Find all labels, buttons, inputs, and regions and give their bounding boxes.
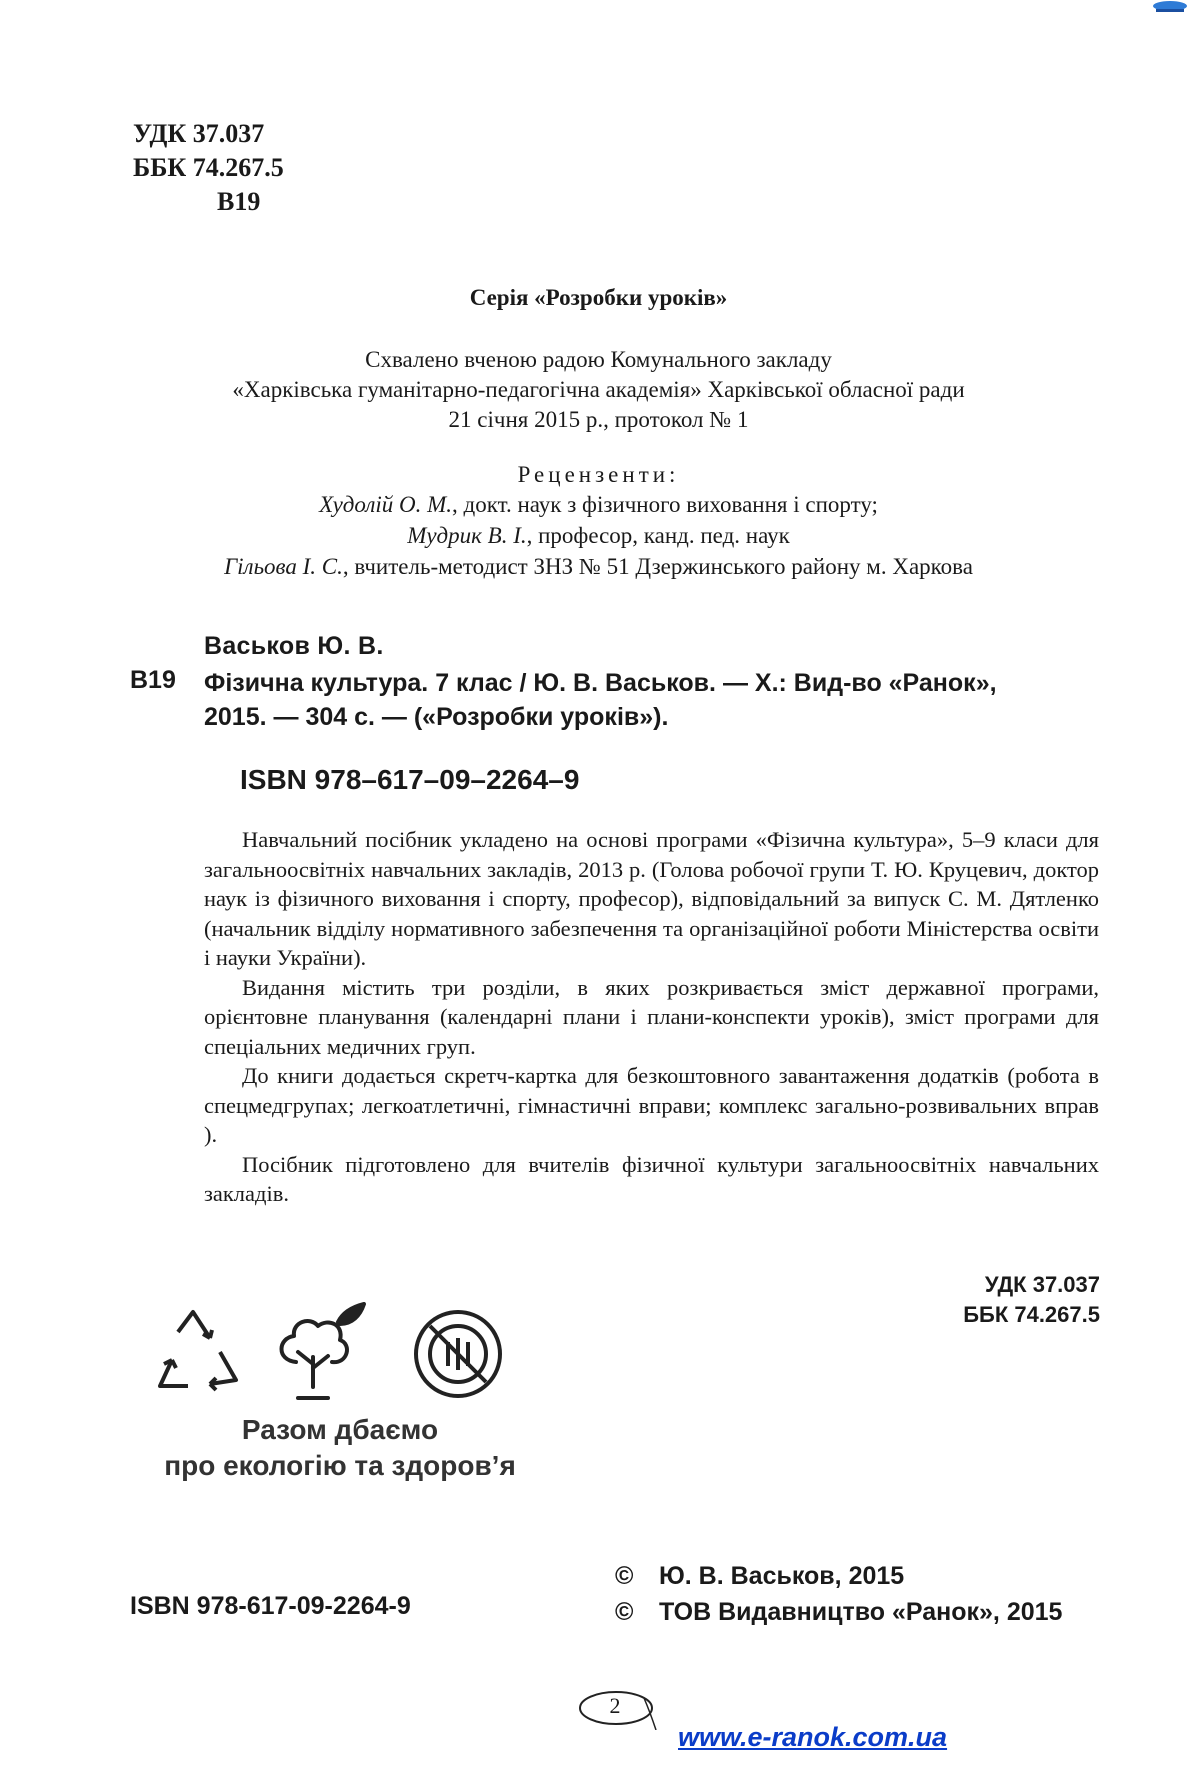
- udk-code: УДК 37.037: [133, 119, 265, 148]
- no-burn-icon: [416, 1312, 500, 1396]
- copyright-line: [615, 1594, 1062, 1630]
- bbk-code: ББК 74.267.5: [133, 153, 284, 182]
- reviewer-name: Худолій О. М.: [319, 492, 453, 517]
- recycle-icon: [160, 1312, 236, 1390]
- classification-right: [880, 1270, 1100, 1330]
- bibliography-isbn: ISBN 978–617–09–2264–9: [240, 764, 580, 795]
- bibliography-line: 2015. — 304 с. — («Розробки уроків»).: [204, 703, 669, 731]
- bbk-code: ББК 74.267.5: [963, 1302, 1100, 1327]
- reviewer-item: [0, 520, 1197, 551]
- approval-block: [0, 345, 1197, 435]
- abstract-paragraph: Видання містить три розділи, в яких розкривається зміст державної програми, орієнтовне планування (календарні плани і плани-конспекти уроків), зміст програми для спеціальних медичних груп.: [204, 974, 1099, 1059]
- bibliography-line: Фізична культура. 7 клас / Ю. В. Васьков. — Х.: Вид-во «Ранок»,: [204, 669, 997, 697]
- reviewer-item: [0, 489, 1197, 520]
- eco-icons: [148, 1302, 528, 1412]
- reviewer-name: Мудрик В. І.: [407, 523, 527, 548]
- series-title: Серія «Розробки уроків»: [469, 285, 728, 310]
- approval-line: 21 січня 2015 р., протокол № 1: [448, 407, 749, 432]
- reviewers-heading: Рецензенти:: [517, 462, 680, 487]
- classification-block: [133, 117, 284, 219]
- eco-slogan: [120, 1412, 560, 1484]
- copyright-line: [615, 1558, 1062, 1594]
- reviewer-name: Гільова І. С.: [224, 554, 343, 579]
- approval-line: Схвалено вченою радою Комунального закладу: [365, 347, 832, 372]
- publisher-logo-icon: [1150, 0, 1190, 14]
- bibliography-author: Васьков Ю. В.: [204, 632, 384, 660]
- reviewer-desc: , професор, канд. пед. наук: [526, 523, 790, 548]
- reviewer-desc: , вчитель-методист ЗНЗ № 51 Дзержинського району м. Харкова: [342, 554, 973, 579]
- page-number: 2: [609, 1693, 621, 1718]
- copyright-symbol: ©: [615, 1598, 634, 1626]
- copyright-text: ТОВ Видавництво «Ранок», 2015: [659, 1598, 1063, 1626]
- bibliography-code: В19: [130, 666, 176, 694]
- reviewer-item: [0, 551, 1197, 582]
- abstract-paragraph: Навчальний посібник укладено на основі програми «Фізична культура», 5–9 класи для загальноосвітніх навчальних закладів, 2013 р. (Голова робочої групи Т. Ю. Круцевич, доктор наук із фізичного виховання і спорту, професор), відповідальний за випуск С. М. Дятленко (начальник відділу нормативного забезпечення та організаційної роботи Міністерства освіти і науки України).: [204, 827, 1099, 970]
- author-mark: В19: [217, 187, 261, 216]
- publisher-link[interactable]: www.e-ranok.com.ua: [678, 1722, 948, 1752]
- tree-icon: [282, 1304, 365, 1398]
- copyright-text: Ю. В. Васьков, 2015: [659, 1562, 905, 1590]
- bibliography-entry: [204, 666, 1104, 734]
- reviewers-list: [0, 489, 1197, 582]
- abstract-paragraph: До книги додається скретч-картка для безкоштовного завантаження додатків (робота в спецмедгрупах; легкоатлетичні, гімнастичні вправи; комплекс загально-розвивальних вправ ).: [204, 1063, 1099, 1147]
- copyright-symbol: ©: [615, 1562, 634, 1590]
- eco-slogan-line: Разом дбаємо: [241, 1414, 439, 1445]
- eco-slogan-line: про екологію та здоров’я: [164, 1450, 516, 1481]
- footer-isbn: ISBN 978-617-09-2264-9: [130, 1592, 411, 1620]
- udk-code: УДК 37.037: [984, 1272, 1100, 1297]
- abstract-paragraph: Посібник підготовлено для вчителів фізичної культури загальноосвітніх навчальних закладів.: [204, 1151, 1099, 1206]
- reviewer-desc: , докт. наук з фізичного виховання і спорту;: [452, 492, 878, 517]
- abstract: [204, 825, 1099, 1209]
- approval-line: «Харківська гуманітарно-педагогічна академія» Харківської обласної ради: [232, 377, 965, 402]
- copyright-block: [615, 1558, 1062, 1630]
